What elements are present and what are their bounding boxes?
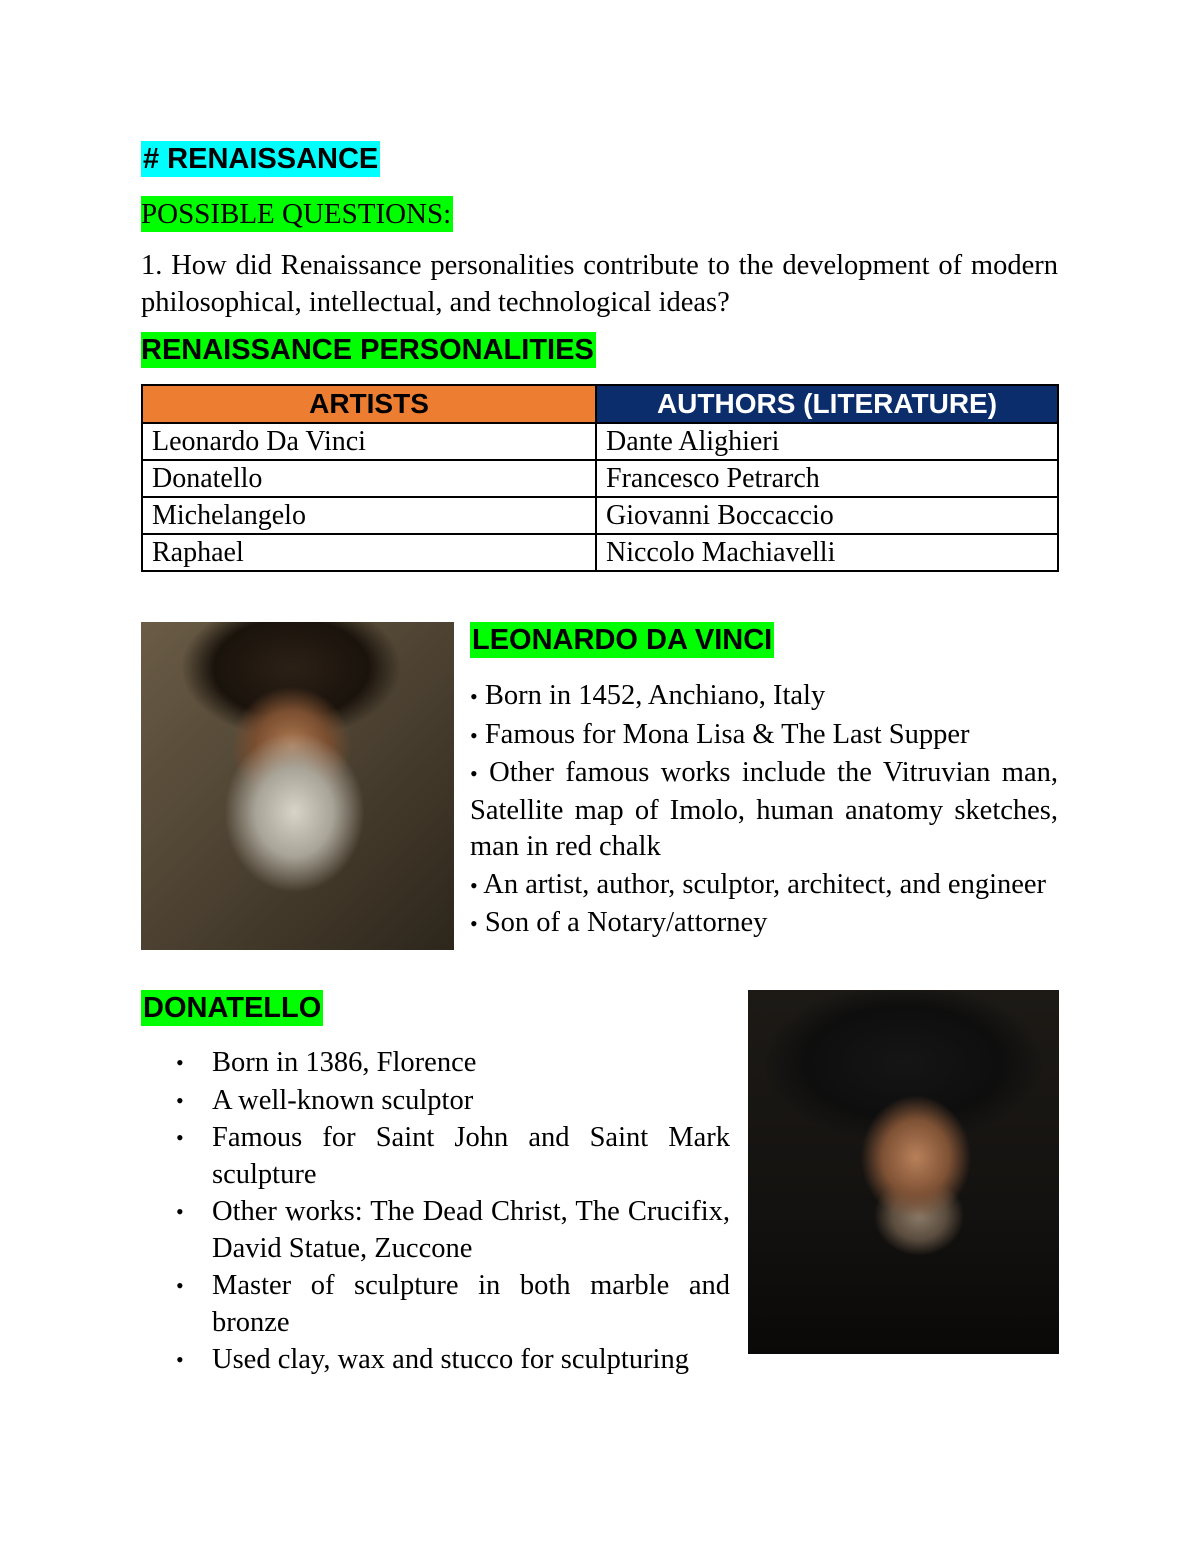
list-item: • Born in 1452, Anchiano, Italy [470,680,826,711]
list-item: • An artist, author, sculptor, architect, and engineer [470,868,1047,900]
list-item: • Used clay, wax and stucco for sculpturing [212,1342,730,1379]
bullet-icon: • [470,761,478,786]
list-item: • Famous for Saint John and Saint Mark sculpture [176,1122,730,1190]
personalities-heading: RENAISSANCE PERSONALITIES [141,334,594,366]
bullet-icon: • [176,1273,184,1298]
leonardo-portrait [141,622,454,950]
table-cell: Leonardo Da Vinci [142,423,596,460]
donatello-portrait [748,990,1059,1354]
list-item: • Other famous works include the Vitruvian man, Satellite map of Imolo, human anatomy sketches, man in red chalk [470,757,1058,862]
bullet-icon: • [176,1087,184,1113]
bullet-icon: • [470,684,478,709]
bullet-icon: • [470,911,478,936]
list-item: • A well-known sculptor [212,1083,730,1120]
possible-questions-label: POSSIBLE QUESTIONS: [141,198,452,230]
bullet-icon: • [470,722,478,748]
list-item: • Famous for Mona Lisa & The Last Supper [470,718,970,750]
artists-header: ARTISTS [142,385,596,423]
table-cell: Raphael [142,534,596,571]
page-title: # RENAISSANCE [143,143,379,175]
donatello-facts-list [176,1045,730,1380]
question-text: 1. How did Renaissance personalities contribute to the development of modern philosophical, intellectual, and technological ideas? [141,250,1058,318]
table-header-row [142,385,1058,423]
leonardo-facts-list [470,678,1058,944]
table-row [142,497,1058,534]
table-cell: Giovanni Boccaccio [596,497,1058,534]
table-row [142,460,1058,497]
personalities-table [141,384,1059,572]
list-item: • Master of sculpture in both marble and bronze [176,1270,730,1338]
donatello-heading: DONATELLO [143,992,322,1024]
bullet-icon: • [176,1125,184,1150]
list-item: • Born in 1386, Florence [212,1045,730,1082]
bullet-icon: • [176,1050,184,1075]
bullet-icon: • [470,872,478,898]
bullet-icon: • [176,1199,184,1224]
table-row [142,534,1058,571]
leonardo-heading: LEONARDO DA VINCI [472,624,773,656]
list-item: • Son of a Notary/attorney [470,907,768,938]
authors-header: AUTHORS (LITERATURE) [596,385,1058,423]
table-cell: Niccolo Machiavelli [596,534,1058,571]
table-cell: Michelangelo [142,497,596,534]
table-cell: Francesco Petrarch [596,460,1058,497]
table-cell: Donatello [142,460,596,497]
table-row [142,423,1058,460]
bullet-icon: • [176,1347,184,1372]
table-cell: Dante Alighieri [596,423,1058,460]
list-item: • Other works: The Dead Christ, The Crucifix, David Statue, Zuccone [176,1196,730,1264]
